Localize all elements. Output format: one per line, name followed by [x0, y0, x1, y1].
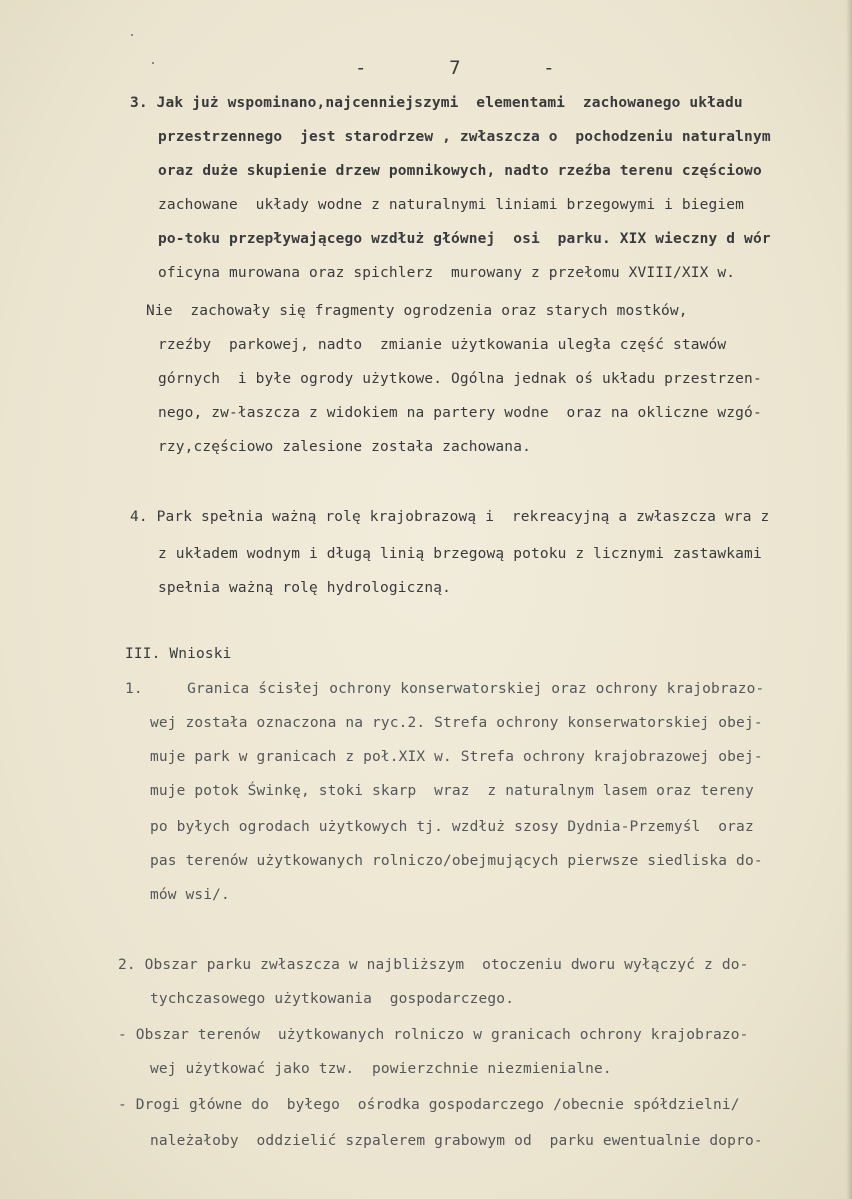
text-line: oficyna murowana oraz spichlerz murowany z przełomu XVIII/XIX w. [158, 265, 736, 281]
text-line: muje park w granicach z poł.XIX w. Strefa ochrony krajobrazowej obej- [150, 749, 763, 765]
text-line: rzy,częściowo zalesione została zachowana. [158, 439, 531, 455]
text-line: spełnia ważną rolę hydrologiczną. [158, 580, 452, 596]
text-line: mów wsi/. [150, 887, 230, 903]
text-line: 2. Obszar parku zwłaszcza w najbliższym otoczeniu dworu wyłączyć z do- [118, 957, 749, 973]
text-line: Nie zachowały się fragmenty ogrodzenia oraz starych mostków, [146, 303, 697, 319]
text-line: 3. Jak już wspominano,najcenniejszymi elementami zachowanego układu [130, 95, 743, 111]
text-line: nego, zw-łaszcza z widokiem na partery wodne oraz na okliczne wzgó- [158, 405, 762, 421]
text-line: po byłych ogrodach użytkowych tj. wzdłuż szosy Dydnia-Przemyśl oraz [150, 819, 754, 835]
paper-speck [131, 34, 133, 36]
text-line: przestrzennego jest starodrzew , zwłaszcza o pochodzeniu naturalnym [158, 129, 771, 145]
text-line: pas terenów użytkowanych rolniczo/obejmujących pierwsze siedliska do- [150, 853, 763, 869]
text-line: należałoby oddzielić szpalerem grabowym od parku ewentualnie dopro- [150, 1133, 763, 1149]
text-line: oraz duże skupienie drzew pomnikowych, nadto rzeźba terenu częściowo [158, 163, 762, 179]
text-line: wej została oznaczona na ryc.2. Strefa ochrony konserwatorskiej obej- [150, 715, 763, 731]
text-line: po-toku przepływającego wzdłuż głównej osi parku. XIX wieczny d wór [158, 231, 771, 247]
text-line: 4. Park spełnia ważną rolę krajobrazową i rekreacyjną a zwłaszcza wra z [130, 509, 770, 525]
page-edge-shadow [846, 0, 852, 1199]
text-line: górnych i byłe ogrody użytkowe. Ogólna jednak oś układu przestrzen- [158, 371, 762, 387]
text-line: tychczasowego użytkowania gospodarczego. [150, 991, 515, 1007]
text-line: rzeźby parkowej, nadto zmianie użytkowania uległa część stawów [158, 337, 727, 353]
text-line: muje potok Świnkę, stoki skarp wraz z naturalnym lasem oraz tereny [150, 783, 754, 799]
page-number: - 7 - [355, 57, 557, 79]
text-line: z układem wodnym i długą linią brzegową potoku z licznymi zastawkami [158, 546, 762, 562]
text-line: 1. Granica ścisłej ochrony konserwatorskiej oraz ochrony krajobrazo- [125, 681, 765, 697]
text-line: zachowane układy wodne z naturalnymi liniami brzegowymi i biegiem [158, 197, 745, 213]
text-line: wej użytkować jako tzw. powierzchnie niezmienialne. [150, 1061, 612, 1077]
paper-speck [152, 62, 154, 64]
text-line: - Obszar terenów użytkowanych rolniczo w granicach ochrony krajobrazo- [118, 1027, 749, 1043]
section-heading: III. Wnioski [125, 646, 232, 662]
text-line: - Drogi główne do byłego ośrodka gospodarczego /obecnie spółdzielni/ [118, 1097, 740, 1113]
